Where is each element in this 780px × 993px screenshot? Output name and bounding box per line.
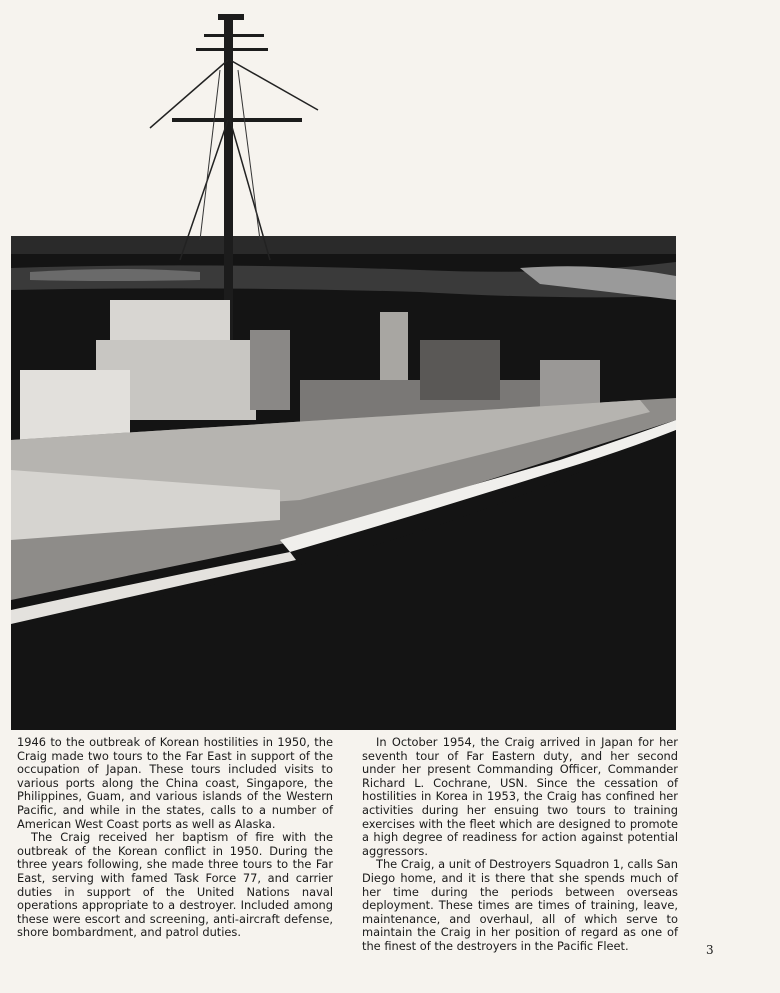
paragraph: The Craig received her baptism of fire with the outbreak of the Korean conflict in 1950. During the three years following, she made three tours to the Far East, serving with famed Task Force 77, and carrier duties in support of the United Nations naval operations appropriate to a destroyer. Included among these were escort and screening, anti-aircraft defense, shore bombardment, and patrol duties. bbox=[17, 830, 333, 940]
paragraph: The Craig, a unit of Destroyers Squadron 1, calls San Diego home, and it is there that she spends much of her time during the periods between overseas deployment. These times are times of training, leave, maintenance, and overhaul, all of which serve to maintain the Craig in her position of regard as one of the finest of the destroyers in the Pacific Fleet. bbox=[362, 857, 678, 953]
article-column-right bbox=[362, 736, 678, 954]
page-number: 3 bbox=[706, 943, 714, 957]
article-column-left bbox=[17, 736, 333, 940]
paragraph: 1946 to the outbreak of Korean hostilities in 1950, the Craig made two tours to the Far East in support of the occupation of Japan. These tours included visits to various ports along the China coast, Singapore, the Philippines, Guam, and various islands of the Western Pacific, and while in the states, calls to a number of American West Coast ports as well as Alaska. bbox=[17, 735, 333, 831]
paragraph: In October 1954, the Craig arrived in Japan for her seventh tour of Far Eastern duty, and her second under her present Commanding Officer, Commander Richard L. Cochrane, USN. Since the cessation of hostilities in Korea in 1953, the Craig has confined her activities during her ensuing two tours to training exercises with the fleet which are designed to promote a high degree of readiness for action against potential aggressors. bbox=[362, 735, 678, 858]
